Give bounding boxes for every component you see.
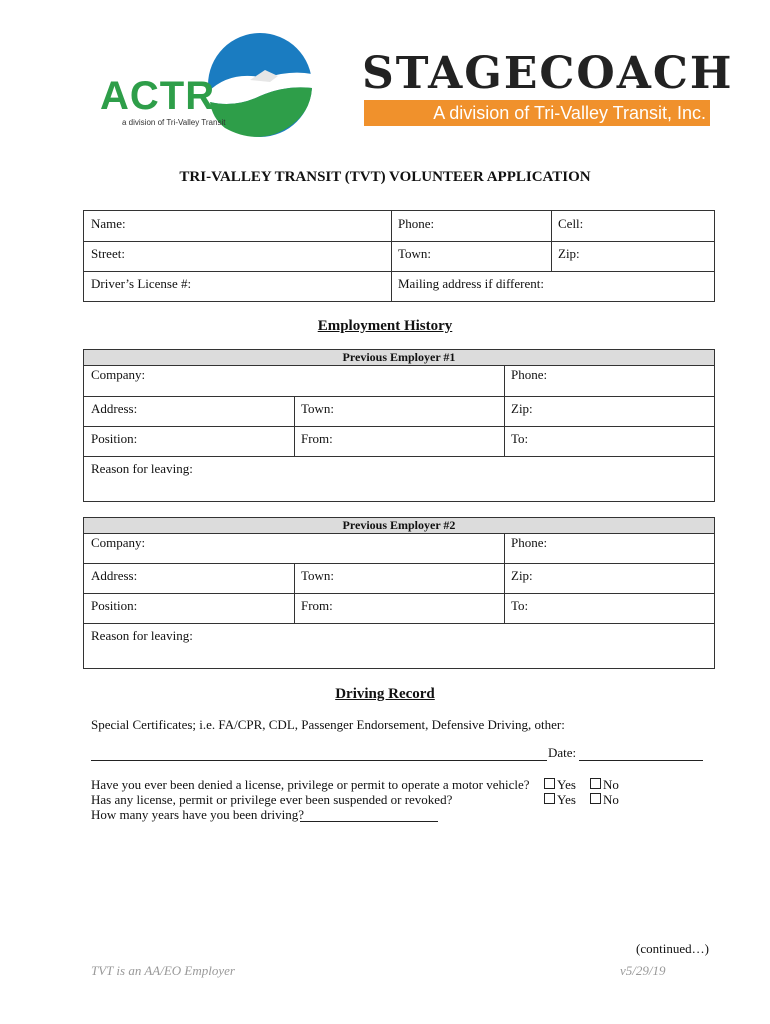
mailing-address-field[interactable]: Mailing address if different: bbox=[398, 276, 544, 291]
employer-2-town-field[interactable]: Town: bbox=[301, 568, 335, 583]
employer-1-reason-field[interactable]: Reason for leaving: bbox=[91, 461, 193, 476]
continued-note: (continued…) bbox=[636, 941, 709, 956]
employer-1-town-field[interactable]: Town: bbox=[301, 401, 335, 416]
actr-logo bbox=[100, 30, 315, 140]
years-driving-line[interactable] bbox=[300, 821, 438, 822]
employer-2-phone-field[interactable]: Phone: bbox=[511, 535, 548, 550]
page-title: TRI-VALLEY TRANSIT (TVT) VOLUNTEER APPLICATION bbox=[179, 169, 591, 185]
employer-2-company-field[interactable]: Company: bbox=[91, 535, 146, 550]
name-field[interactable]: Name: bbox=[91, 216, 126, 231]
street-field[interactable]: Street: bbox=[91, 246, 125, 261]
employer-1-company-field[interactable]: Company: bbox=[91, 367, 146, 382]
stagecoach-logo bbox=[362, 48, 734, 128]
actr-wordmark: ACTR bbox=[100, 74, 216, 118]
q1-yes-option[interactable]: Yes bbox=[544, 777, 576, 793]
checkbox-icon[interactable] bbox=[544, 778, 555, 789]
actr-tagline: a division of Tri-Valley Transit bbox=[122, 118, 226, 127]
question-suspended-license: Has any license, permit or privilege ever been suspended or revoked? bbox=[91, 792, 453, 807]
employer-2-reason-field[interactable]: Reason for leaving: bbox=[91, 628, 193, 643]
employer-2-header: Previous Employer #2 bbox=[84, 518, 714, 534]
question-years-driving: How many years have you been driving? bbox=[91, 807, 304, 822]
checkbox-icon[interactable] bbox=[544, 793, 555, 804]
employer-2-position-field[interactable]: Position: bbox=[91, 598, 138, 613]
zip-field[interactable]: Zip: bbox=[558, 246, 580, 261]
checkbox-icon[interactable] bbox=[590, 793, 601, 804]
employer-1-to-field[interactable]: To: bbox=[511, 431, 529, 446]
employer-2-to-field[interactable]: To: bbox=[511, 598, 529, 613]
q2-no-option[interactable]: No bbox=[590, 792, 619, 808]
employer-1-zip-field[interactable]: Zip: bbox=[511, 401, 533, 416]
employer-1-address-field[interactable]: Address: bbox=[91, 401, 138, 416]
employer-1-phone-field[interactable]: Phone: bbox=[511, 367, 548, 382]
employer-2-from-field[interactable]: From: bbox=[301, 598, 333, 613]
stagecoach-tagline: A division of Tri-Valley Transit, Inc. bbox=[364, 100, 710, 126]
employment-history-heading: Employment History bbox=[317, 318, 453, 334]
town-field[interactable]: Town: bbox=[398, 246, 432, 261]
cell-field[interactable]: Cell: bbox=[558, 216, 584, 231]
certificates-line[interactable] bbox=[91, 760, 547, 761]
q1-no-option[interactable]: No bbox=[590, 777, 619, 793]
question-denied-license: Have you ever been denied a license, privilege or permit to operate a motor vehicle? bbox=[91, 777, 530, 792]
employer-2-table bbox=[83, 517, 715, 669]
employer-1-from-field[interactable]: From: bbox=[301, 431, 333, 446]
date-line[interactable] bbox=[579, 760, 703, 761]
applicant-info-table bbox=[83, 210, 715, 302]
checkbox-icon[interactable] bbox=[590, 778, 601, 789]
employer-1-table bbox=[83, 349, 715, 502]
special-certificates-label: Special Certificates; i.e. FA/CPR, CDL, Passenger Endorsement, Defensive Driving, other: bbox=[91, 717, 565, 732]
drivers-license-field[interactable]: Driver’s License #: bbox=[91, 276, 192, 291]
date-label: Date: bbox=[548, 745, 577, 760]
phone-field[interactable]: Phone: bbox=[398, 216, 435, 231]
employer-2-zip-field[interactable]: Zip: bbox=[511, 568, 533, 583]
q2-yes-option[interactable]: Yes bbox=[544, 792, 576, 808]
driving-record-heading: Driving Record bbox=[335, 686, 435, 702]
employer-1-position-field[interactable]: Position: bbox=[91, 431, 138, 446]
footer-version: v5/29/19 bbox=[620, 963, 666, 978]
employer-2-address-field[interactable]: Address: bbox=[91, 568, 138, 583]
employer-1-header: Previous Employer #1 bbox=[84, 350, 714, 366]
footer-employer-note: TVT is an AA/EO Employer bbox=[91, 963, 235, 978]
stagecoach-wordmark: STAGECOACH bbox=[362, 48, 734, 99]
